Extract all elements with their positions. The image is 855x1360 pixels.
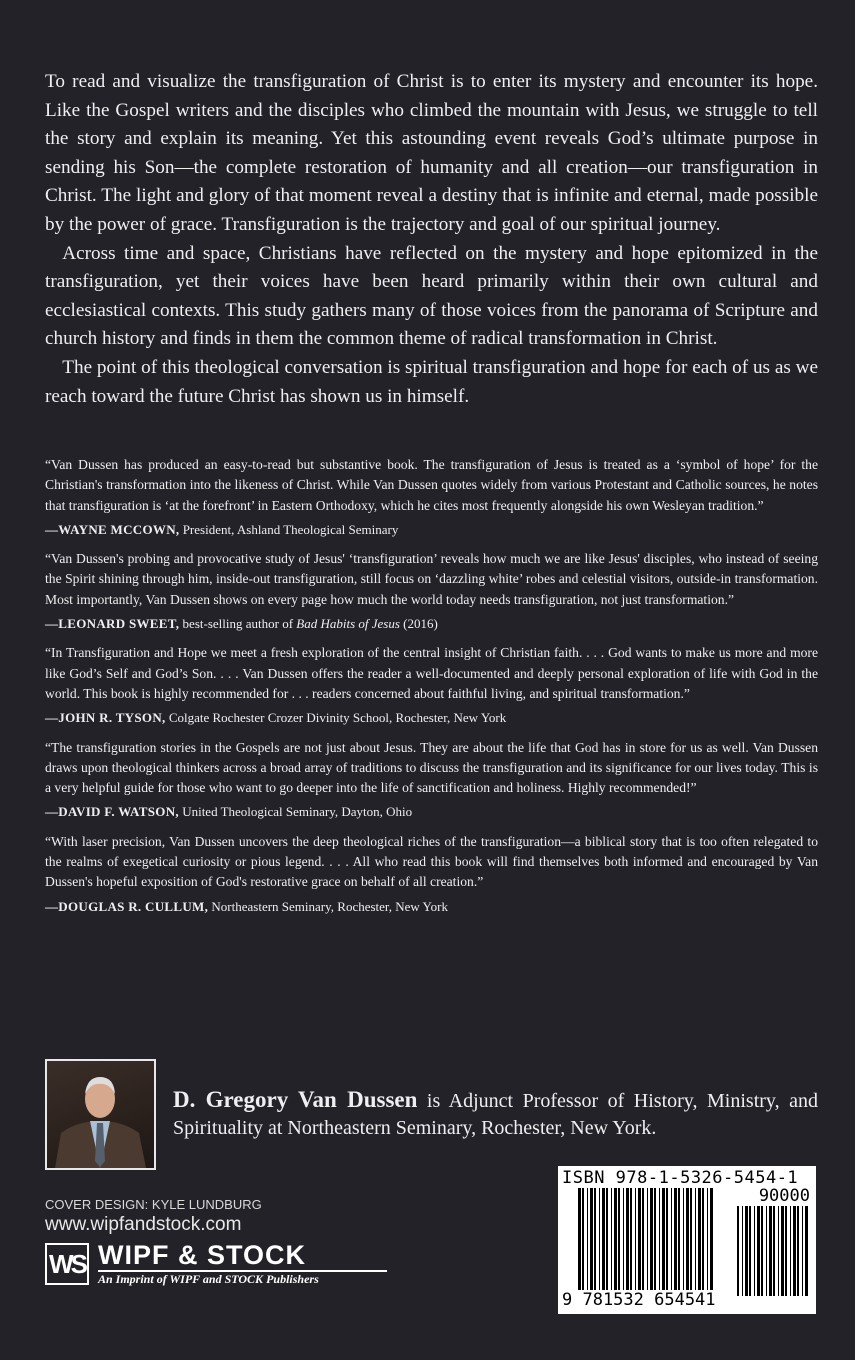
bar xyxy=(666,1188,668,1296)
bar xyxy=(797,1206,799,1296)
bar xyxy=(650,1188,653,1296)
bar xyxy=(674,1188,677,1296)
publisher-logo xyxy=(45,1240,345,1288)
bar xyxy=(761,1206,763,1296)
bar xyxy=(642,1188,644,1296)
bar xyxy=(710,1188,713,1296)
endorsement-attribution xyxy=(45,802,818,822)
isbn-text: ISBN 978-1-5326-5454-1 xyxy=(562,1168,799,1188)
cover-design-credit: COVER DESIGN: KYLE LUNDBURG xyxy=(45,1197,262,1212)
bar xyxy=(614,1188,617,1296)
bar xyxy=(623,1188,624,1296)
endorser-name: —JOHN R. TYSON, xyxy=(45,710,166,726)
endorser-name: —LEONARD SWEET, xyxy=(45,616,180,632)
bar xyxy=(793,1206,796,1296)
bar xyxy=(590,1188,593,1296)
bar xyxy=(630,1188,632,1296)
bar xyxy=(678,1188,680,1296)
endorsement-quote: “Van Dussen's probing and provocative study of Jesus' ‘transfiguration’ reveals how much we are like Jesus' disciples, who instead of seeing the Spirit shining through him, inside-out transfiguration, still focus on ‘dazzling white’ robes and celestial visitors, outside-in transformation. Most importantly, Van Dussen shows on every page how much the world today needs transfiguration, not just transformation.” xyxy=(45,551,818,607)
author-bio-text: is Adjunct Professor of History, Ministry, and Spirituality at Northeastern Seminary, Rochester, New York. xyxy=(173,1090,818,1139)
bar xyxy=(690,1188,692,1296)
bar xyxy=(757,1206,760,1296)
bar xyxy=(805,1206,808,1296)
bar xyxy=(802,1206,803,1296)
endorsement-attribution xyxy=(45,520,818,540)
bar xyxy=(578,1188,581,1296)
bar xyxy=(695,1188,696,1296)
bar xyxy=(686,1188,689,1296)
endorsements xyxy=(45,455,818,926)
endorser-name: —DAVID F. WATSON, xyxy=(45,804,179,820)
bar xyxy=(698,1188,701,1296)
bar xyxy=(683,1188,684,1296)
bar xyxy=(659,1188,660,1296)
author-bio xyxy=(173,1086,818,1142)
ws-logo-mark: WS xyxy=(45,1243,89,1285)
bar xyxy=(671,1188,672,1296)
bar xyxy=(781,1206,784,1296)
book-year: (2016) xyxy=(399,616,438,632)
bar xyxy=(707,1188,708,1296)
publisher-name: WIPF & STOCK xyxy=(98,1240,387,1272)
bar xyxy=(654,1188,656,1296)
bar xyxy=(587,1188,588,1296)
bar xyxy=(618,1188,620,1296)
bar xyxy=(766,1206,767,1296)
bar xyxy=(773,1206,775,1296)
back-cover-blurb xyxy=(45,68,818,411)
barcode-bars xyxy=(578,1188,714,1296)
bar xyxy=(611,1188,612,1296)
endorsement-quote: “In Transfiguration and Hope we meet a fresh exploration of the central insight of Christian faith. . . . God wants to make us more and more like God’s Self and God’s Son. . . . Van Dussen offers the reader a well-documented and deeply personal exploration of life with God in the world. This book is highly recommended for . . . readers concerned about faithful living, and spiritual transformation.” xyxy=(45,645,818,701)
endorsement-attribution xyxy=(45,708,818,728)
bar xyxy=(742,1206,743,1296)
blurb-paragraph: The point of this theological conversation is spiritual transfiguration and hope for each of us as we reach toward the future Christ has shown us in himself. xyxy=(45,356,818,407)
author-photo xyxy=(45,1059,156,1170)
bar xyxy=(647,1188,648,1296)
bar xyxy=(749,1206,751,1296)
endorser-affiliation: United Theological Seminary, Dayton, Ohio xyxy=(178,804,413,820)
bar xyxy=(745,1206,748,1296)
barcode-digits: 9 781532 654541 xyxy=(562,1290,716,1310)
bar xyxy=(602,1188,605,1296)
bar xyxy=(754,1206,755,1296)
bar xyxy=(626,1188,629,1296)
addon-bars xyxy=(737,1206,809,1296)
bar xyxy=(785,1206,787,1296)
book-title: Bad Habits of Jesus xyxy=(296,616,400,632)
endorsement-quote: “With laser precision, Van Dussen uncovers the deep theological riches of the transfiguration—a biblical story that is too often relegated to the realms of exegetical curiosity or pious legend. . . . All who read this book will find themselves both informed and encouraged by Van Dussen's hopeful exposition of God's restorative grace on behalf of all creation.” xyxy=(45,833,818,890)
blurb-paragraph: To read and visualize the transfiguration of Christ is to enter its mystery and encounter its hope. Like the Gospel writers and the disciples who climbed the mountain with Jesus, we struggle to tell the story and explain its meaning. Yet this astounding event reveals God’s ultimate purpose in sending his Son—the complete restoration of humanity and all creation—our transfiguration in Christ. The light and glory of that moment reveal a destiny that is infinite and eternal, made possible by the power of grace. Transfiguration is the trajectory and goal of our spiritual journey. xyxy=(45,71,818,235)
bar xyxy=(662,1188,665,1296)
bar xyxy=(635,1188,636,1296)
bar xyxy=(582,1188,584,1296)
blurb-paragraph: Across time and space, Christians have reflected on the mystery and hope epitomized in the transfiguration, yet their voices have been heard primarily within their own cultural and ecclesiastical contexts. This study gathers many of those voices from the panorama of Scripture and church history and finds in them the common theme of radical transformation in Christ. xyxy=(45,242,818,350)
bar xyxy=(594,1188,596,1296)
endorser-name: —WAYNE MCCOWN, xyxy=(45,521,180,537)
bar xyxy=(606,1188,608,1296)
publisher-imprint: An Imprint of WIPF and STOCK Publishers xyxy=(98,1272,319,1286)
author-name: D. Gregory Van Dussen xyxy=(173,1087,418,1112)
endorser-affiliation: Colgate Rochester Crozer Divinity School, Rochester, New York xyxy=(165,710,507,726)
isbn-barcode xyxy=(558,1166,816,1314)
endorsement-attribution xyxy=(45,614,818,634)
bar xyxy=(769,1206,772,1296)
endorser-name: —DOUGLAS R. CULLUM, xyxy=(45,898,209,914)
bar xyxy=(778,1206,779,1296)
endorser-affiliation: Northeastern Seminary, Rochester, New York xyxy=(208,898,448,914)
publisher-url[interactable]: www.wipfandstock.com xyxy=(45,1214,242,1235)
endorser-affiliation: best-selling author of xyxy=(179,616,297,632)
endorsement-quote: “Van Dussen has produced an easy-to-read but substantive book. The transfiguration of Jesus is treated as a ‘symbol of hope’ for the Christian's transformation into the likeness of Christ. While Van Dussen quotes widely from various Protestant and Catholic sources, he notes that transfiguration is ‘at the forefront’ in Eastern Orthodoxy, which he cites most frequently alongside his own Wesleyan tradition.” xyxy=(45,457,818,513)
bar xyxy=(638,1188,641,1296)
bar xyxy=(599,1188,600,1296)
endorsement-quote: “The transfiguration stories in the Gospels are not just about Jesus. They are about the life that God has in store for us as well. Van Dussen draws upon theological thinkers across a broad array of traditions to discuss the transfiguration and its significance for our lives today. This is a very helpful guide for those who want to go deeper into the life of sanctification and holiness. Highly recommended!” xyxy=(45,739,818,796)
endorser-affiliation: President, Ashland Theological Seminary xyxy=(179,521,399,537)
bar xyxy=(737,1206,739,1296)
bar xyxy=(790,1206,791,1296)
price-addon: 90000 xyxy=(758,1186,810,1206)
bar xyxy=(702,1188,704,1296)
endorsement-attribution xyxy=(45,897,818,917)
